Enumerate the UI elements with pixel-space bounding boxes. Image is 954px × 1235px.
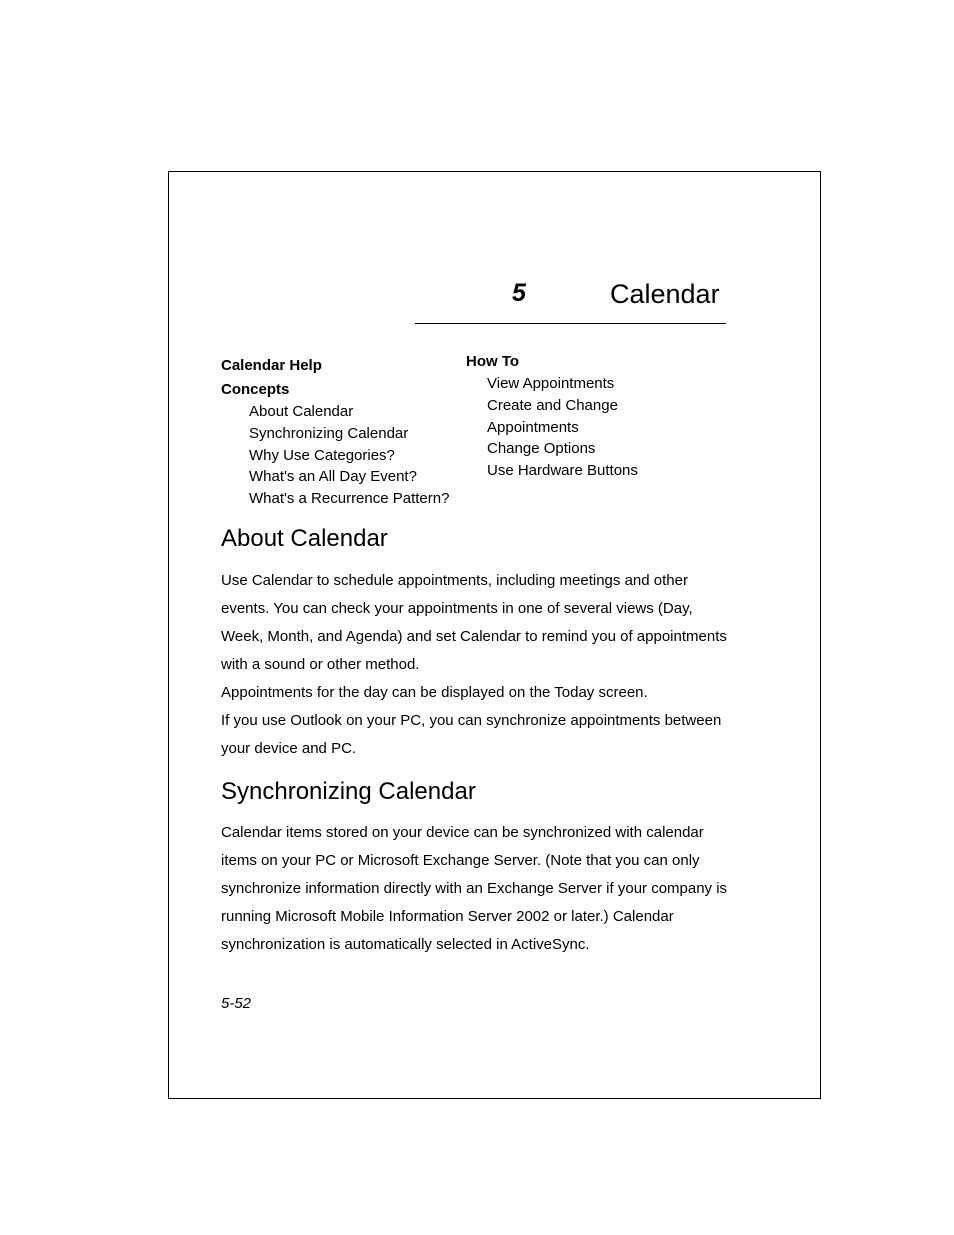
toc-link-why-use-categories[interactable]: Why Use Categories? xyxy=(249,446,395,464)
toc-concepts-list xyxy=(249,401,449,510)
toc-howto-list xyxy=(487,373,638,482)
toc-link-view-appointments[interactable]: View Appointments xyxy=(487,375,615,392)
paragraph: Use Calendar to schedule appointments, including meetings and other events. You can check your appointments in one of several views (Day, Week, Month, and Agenda) and set Calendar to remind you of appointments with a sound or other method. xyxy=(221,572,727,673)
paragraph: Calendar items stored on your device can be synchronized with calendar items on your PC or Microsoft Exchange Server. (Note that you can only synchronize information directly with an Exchange Server if your company is running Microsoft Mobile Information Server 2002 or later.) Calendar synchronization is automatically selected in ActiveSync. xyxy=(221,824,728,953)
toc-link-appointments[interactable]: Appointments xyxy=(487,418,579,436)
paragraph: Appointments for the day can be displayed on the Today screen. xyxy=(221,684,648,701)
toc-link-about-calendar[interactable]: About Calendar xyxy=(249,403,354,420)
chapter-title: Calendar xyxy=(610,279,720,309)
chapter-number: 5 xyxy=(512,279,526,307)
toc-help-heading: Calendar Help xyxy=(221,357,322,374)
toc-link-recurrence-pattern[interactable]: What's a Recurrence Pattern? xyxy=(249,490,450,508)
chapter-divider xyxy=(415,323,726,324)
page-number: 5-52 xyxy=(221,995,252,1012)
section-heading-about-calendar: About Calendar xyxy=(221,525,388,552)
section-heading-synchronizing-calendar: Synchronizing Calendar xyxy=(221,778,476,805)
toc-howto-heading: How To xyxy=(466,353,520,370)
synchronizing-calendar-body xyxy=(221,819,731,959)
toc-link-change-options[interactable]: Change Options xyxy=(487,440,596,458)
toc-link-all-day-event[interactable]: What's an All Day Event? xyxy=(249,468,417,486)
paragraph: If you use Outlook on your PC, you can synchronize appointments between your device and PC. xyxy=(221,712,722,757)
toc-concepts-heading: Concepts xyxy=(221,381,290,398)
toc-link-create-and-change[interactable]: Create and Change xyxy=(487,396,618,414)
about-calendar-body xyxy=(221,567,731,763)
toc-link-use-hardware-buttons[interactable]: Use Hardware Buttons xyxy=(487,462,638,480)
toc-link-synchronizing-calendar[interactable]: Synchronizing Calendar xyxy=(249,424,409,442)
